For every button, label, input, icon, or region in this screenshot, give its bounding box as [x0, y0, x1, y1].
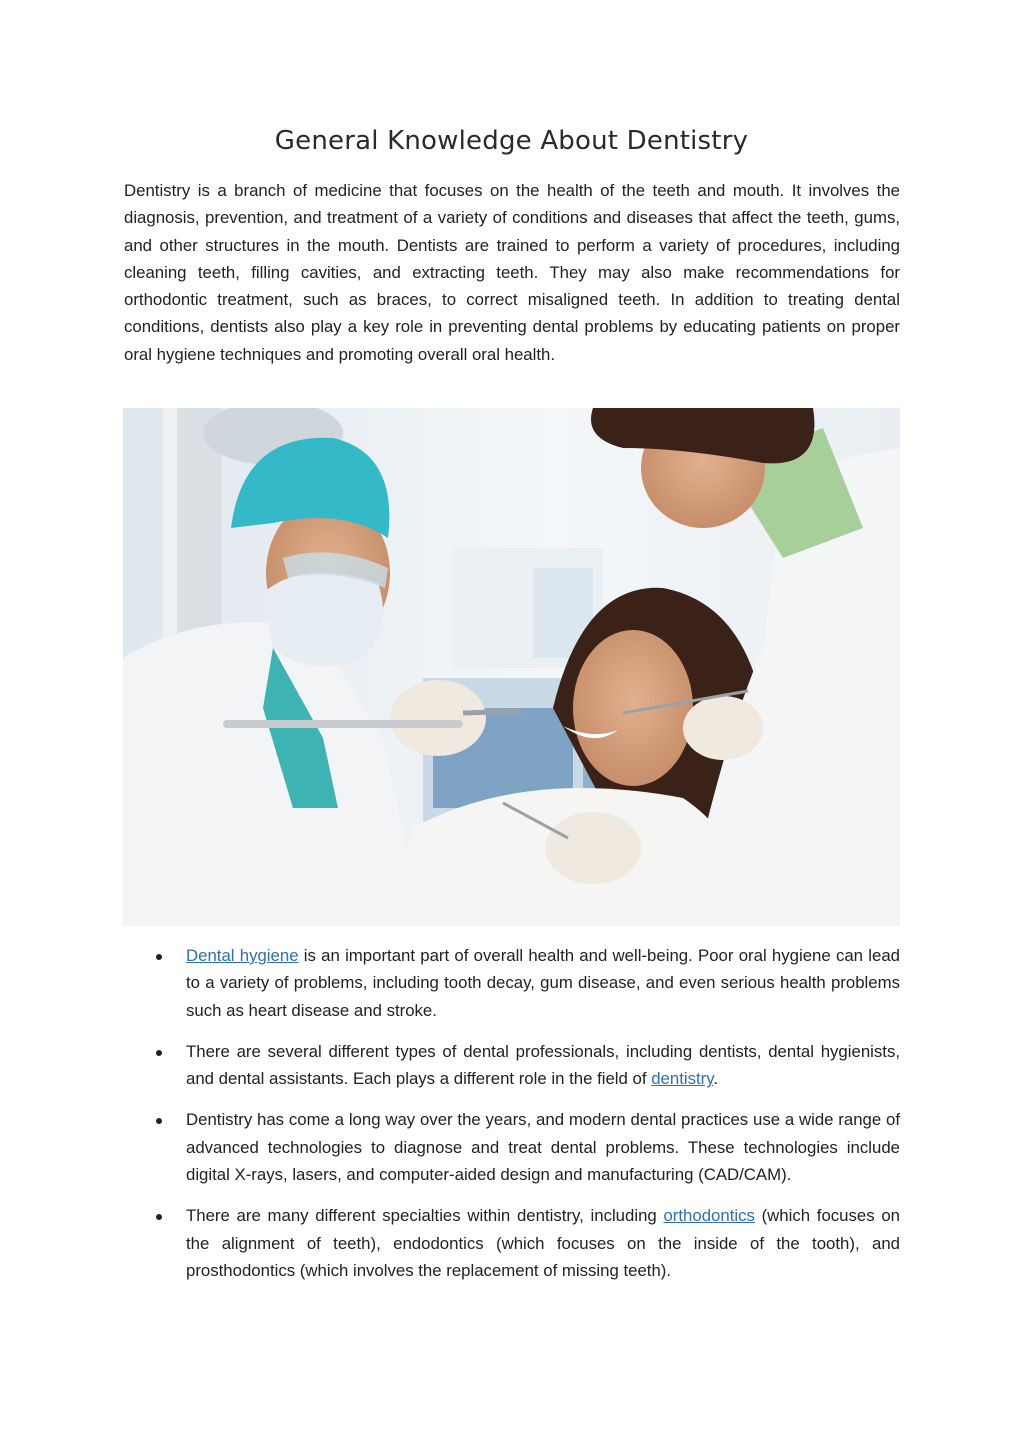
- facts-list: [124, 942, 900, 1298]
- list-item-text: (which focuses on the alignment of teeth), endodontics (which focuses on the inside of the tooth), and prosthodontics (which involves the replacement of missing teeth).: [186, 1206, 901, 1280]
- orthodontics-link[interactable]: orthodontics: [663, 1206, 755, 1226]
- dentistry-link[interactable]: dentistry: [651, 1069, 714, 1089]
- bullet-icon: [156, 1214, 162, 1220]
- list-item-text: .: [713, 1069, 719, 1089]
- dental-hygiene-link[interactable]: Dental hygiene: [186, 946, 299, 965]
- list-item: [124, 1038, 900, 1093]
- intro-paragraph: Dentistry is a branch of medicine that focuses on the health of the teeth and mouth. It involves the diagnosis, prevention, and treatment of a variety of conditions and diseases that affect the teeth, gums, and other structures in the mouth. Dentists are trained to perform a variety of procedures, including cleaning teeth, filling cavities, and extracting teeth. They may also make recommendations for orthodontic treatment, such as braces, to correct misaligned teeth. In addition to treating dental conditions, dentists also play a key role in preventing dental problems by educating patients on proper oral hygiene techniques and promoting overall oral health.: [124, 181, 900, 364]
- list-item: [124, 1202, 900, 1284]
- list-item-text: There are many different specialties within dentistry, including: [186, 1206, 664, 1226]
- list-item: [124, 942, 900, 1024]
- dental-clinic-photo: [123, 408, 900, 926]
- bullet-icon: [156, 954, 162, 960]
- list-item-text: Dentistry has come a long way over the years, and modern dental practices use a wide range of advanced technologies to diagnose and treat dental problems. These technologies include digital X-rays, lasers, and computer-aided design and manufacturing (CAD/CAM).: [186, 1110, 900, 1185]
- list-item: [124, 1106, 900, 1188]
- bullet-icon: [156, 1050, 162, 1056]
- bullet-icon: [156, 1118, 162, 1124]
- page-title: General Knowledge About Dentistry: [274, 126, 749, 156]
- list-item-text: There are several different types of dental professionals, including dentists, dental hygienists, and dental assistants. Each plays a different role in the field of: [186, 1041, 900, 1089]
- list-item-text: is an important part of overall health and well-being. Poor oral hygiene can lead to a variety of problems, including tooth decay, gum disease, and even serious health problems such as heart disease and stroke.: [186, 946, 900, 1020]
